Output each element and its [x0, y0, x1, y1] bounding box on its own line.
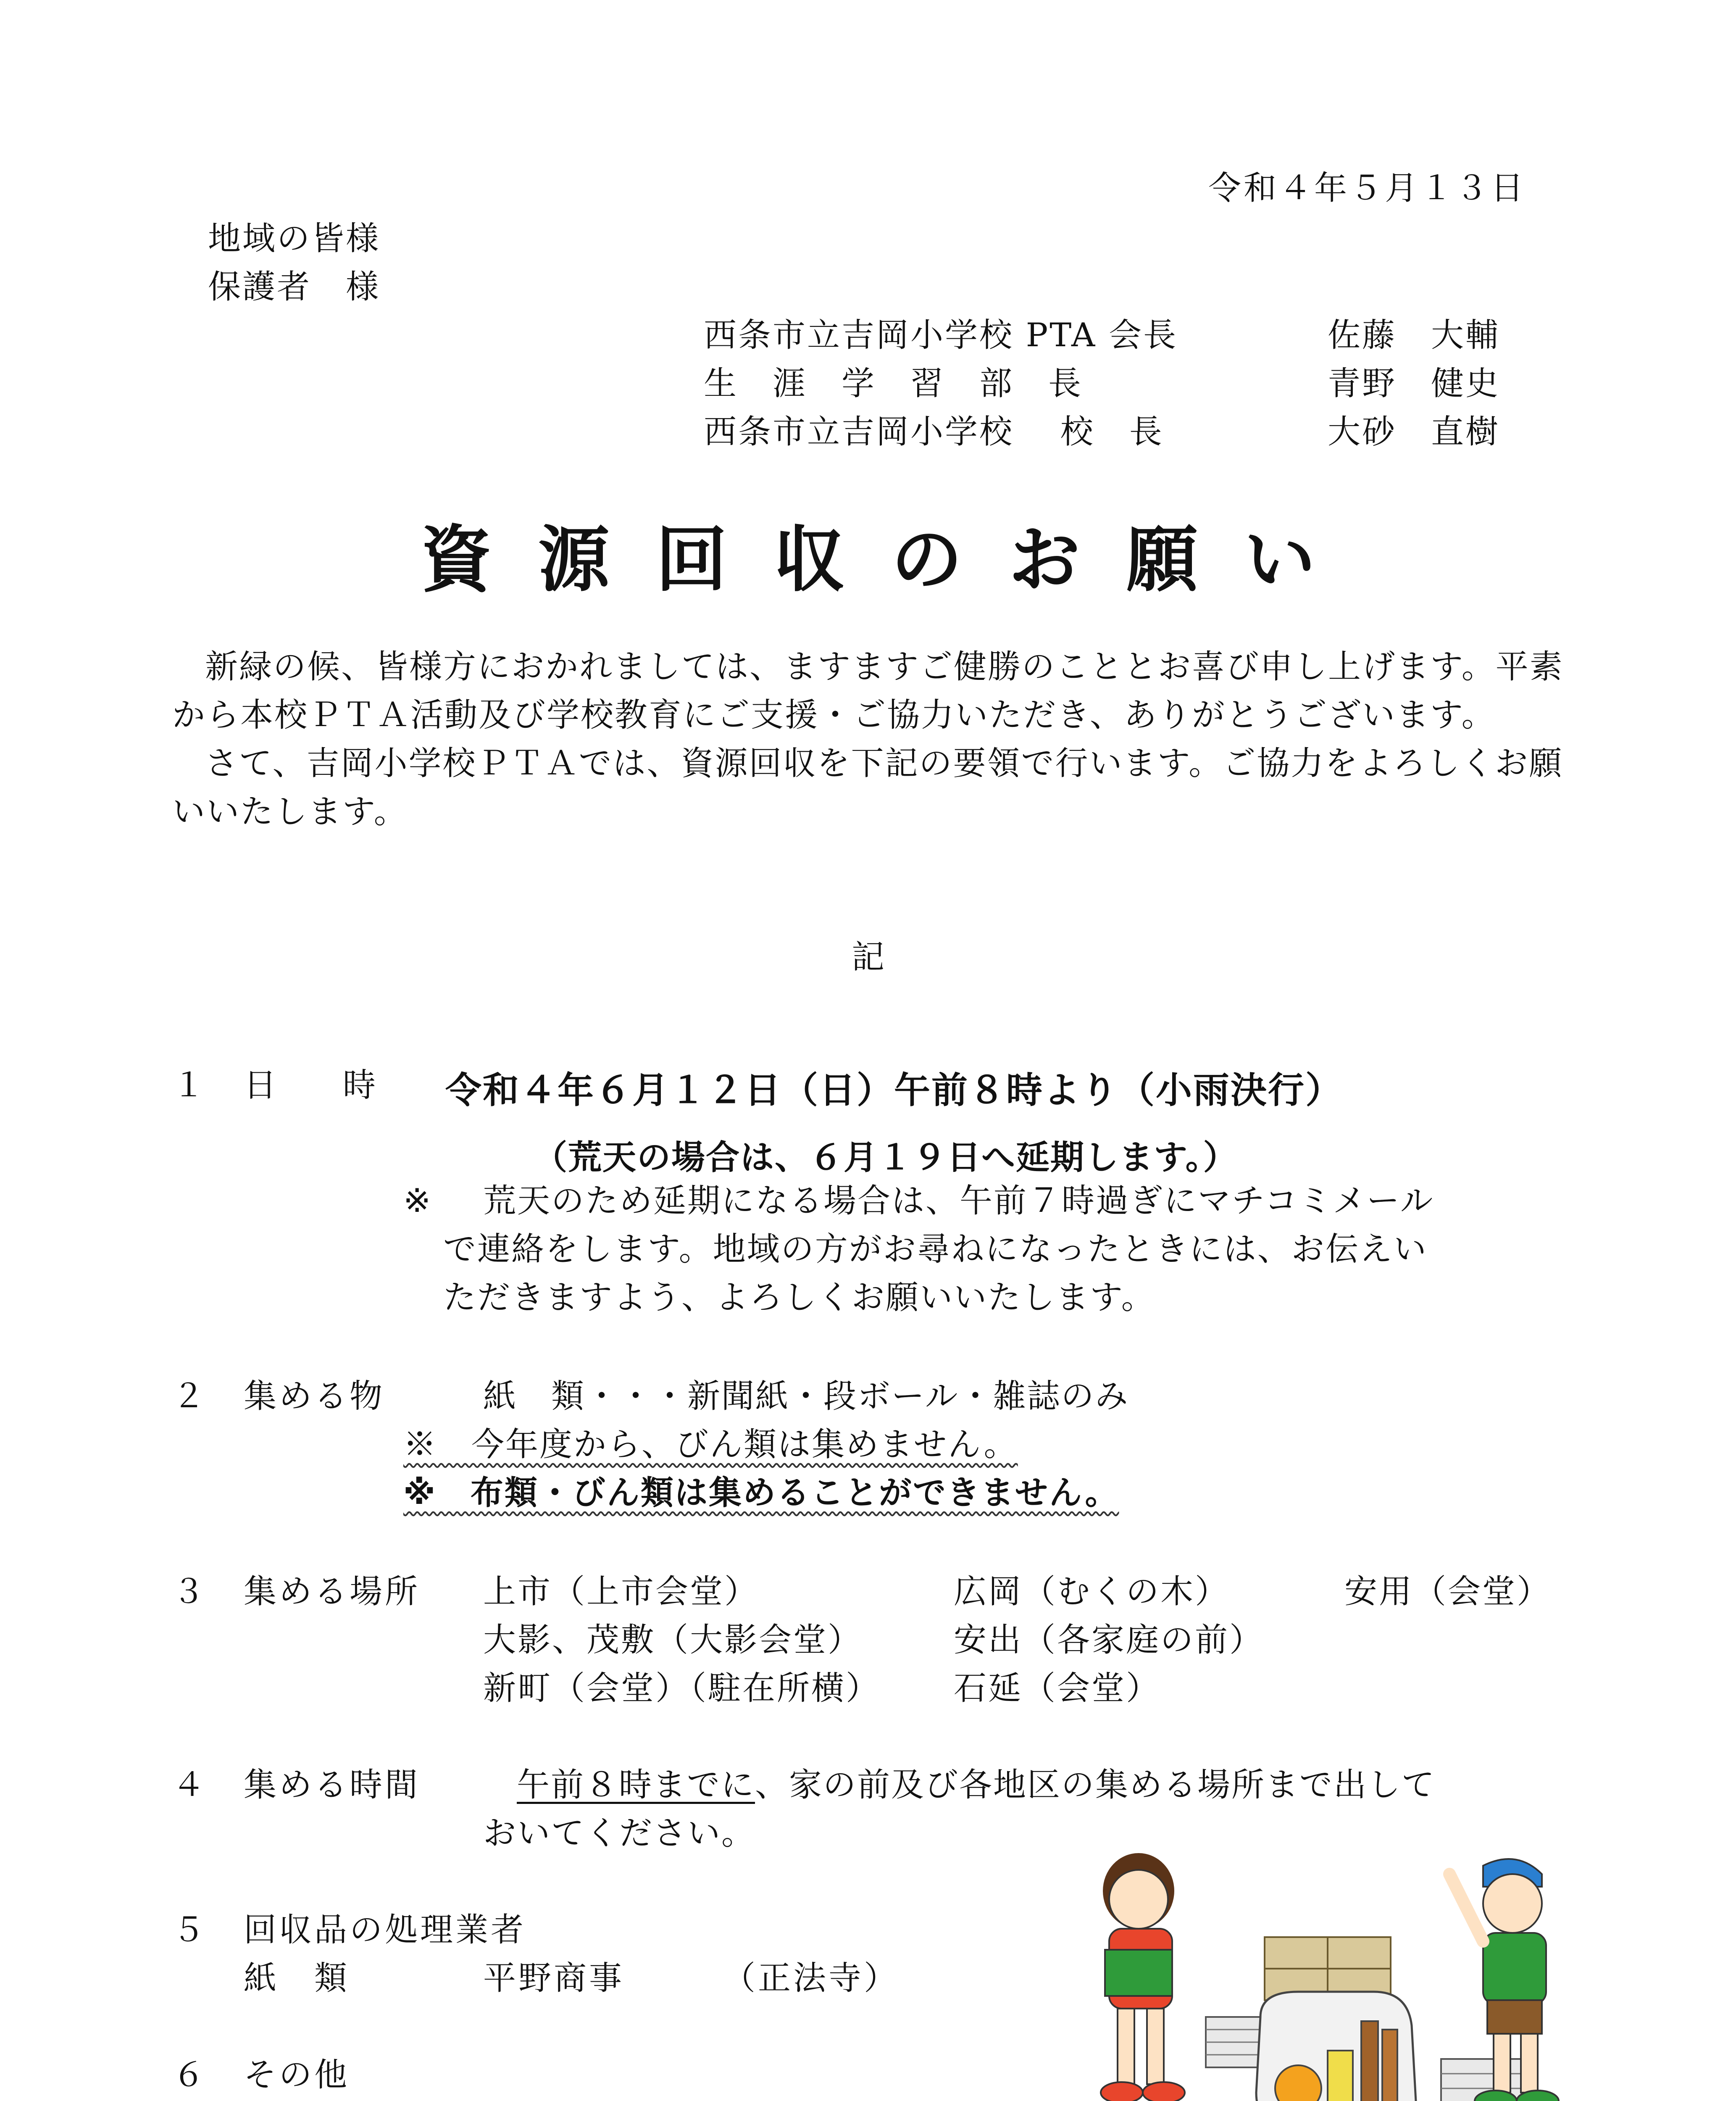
deadline-line2: おいてください。 [483, 1814, 756, 1852]
signature-name-pta: 佐藤 大輔 [1328, 316, 1500, 354]
note-line: で連絡をします。地域の方がお尋ねになったときには、お伝えい [443, 1230, 1428, 1268]
vendor-name: 平野商事 [483, 1959, 625, 1997]
document-title: 資源回収のお願い [420, 519, 1362, 602]
event-datetime: 令和４年６月１２日（日）午前８時より（小雨決行） [445, 1069, 1343, 1111]
issue-date: 令和４年５月１３日 [1208, 169, 1526, 207]
section-number: ６ [172, 2056, 205, 2094]
signature-org-lifelong: 生 涯 学 習 部 長 [704, 365, 1083, 403]
note-line: 荒天のため延期になる場合は、午前７時過ぎにマチコミメール [483, 1182, 1434, 1220]
section-label-items: 集める物 [244, 1377, 385, 1415]
location-item: 安出（各家庭の前） [954, 1621, 1264, 1659]
deadline-rest: 、家の前及び各地区の集める場所まで出して [755, 1766, 1436, 1804]
vendor-item: 紙 類 [244, 1959, 350, 1997]
location-item: 安用（会堂） [1344, 1573, 1552, 1611]
intro-paragraph: 新緑の候、皆様方におかれましては、ますますご健勝のこととお喜び申し上げます。平素から本校ＰＴＡ活動及び学校教育にご支援・ご協力いただき、ありがとうございます。 [172, 648, 1564, 734]
section-label-vendor: 回収品の処理業者 [244, 1911, 526, 1949]
note-line: ただきますよう、よろしくお願いいたします。 [443, 1279, 1155, 1316]
signature-name-principal: 大砂 直樹 [1328, 413, 1500, 451]
section-number: ３ [172, 1573, 205, 1611]
location-item: 上市（上市会堂） [483, 1573, 759, 1611]
signature-name-lifelong: 青野 健史 [1328, 365, 1500, 403]
collection-deadline [517, 1765, 1436, 1806]
signature-org-principal: 西条市立吉岡小学校 校 長 [704, 413, 1164, 451]
section-label-other: その他 [244, 2056, 350, 2094]
ki-marker: 記 [851, 938, 884, 976]
note-mark: ※ [403, 1182, 431, 1220]
recipient-guardians: 保護者 様 [208, 268, 381, 306]
section-number: １ [172, 1066, 205, 1104]
deadline-emphasis: 午前８時までに [517, 1766, 755, 1804]
section-number: ５ [172, 1911, 205, 1949]
location-item: 石延（会堂） [954, 1669, 1161, 1707]
collected-items: 紙 類・・・新聞紙・段ボール・雑誌のみ [483, 1377, 1129, 1415]
not-accepted-notice: ※ 布類・びん類は集めることができません。 [403, 1474, 1119, 1512]
section-label-time: 集める時間 [244, 1766, 421, 1804]
location-item: 大影、茂敷（大影会堂） [483, 1621, 863, 1659]
vendor-location: （正法寺） [723, 1959, 900, 1997]
location-item: 新町（会堂）（駐在所横） [483, 1669, 881, 1707]
section-number: ２ [172, 1377, 205, 1415]
section-label-datetime: 日 時 [244, 1066, 393, 1104]
location-item: 広岡（むくの木） [954, 1573, 1230, 1611]
girl-character-icon [1101, 1853, 1185, 2101]
intro-paragraph: さて、吉岡小学校ＰＴＡでは、資源回収を下記の要領で行います。ご協力をよろしくお願いいたします。 [172, 745, 1563, 831]
recipient-community: 地域の皆様 [208, 220, 381, 258]
signature-org-pta: 西条市立吉岡小学校 PTA 会長 [704, 316, 1178, 354]
postponement-notice: （荒天の場合は、６月１９日へ延期します。） [534, 1138, 1238, 1177]
recycling-kids-illustration [1080, 1840, 1597, 2101]
intro-text [172, 643, 1576, 836]
section-label-places: 集める場所 [244, 1573, 421, 1611]
bottle-notice: ※ 今年度から、びん類は集めません。 [403, 1426, 1018, 1464]
section-number: ４ [172, 1766, 205, 1804]
recycling-bag-icon [1256, 1992, 1416, 2101]
